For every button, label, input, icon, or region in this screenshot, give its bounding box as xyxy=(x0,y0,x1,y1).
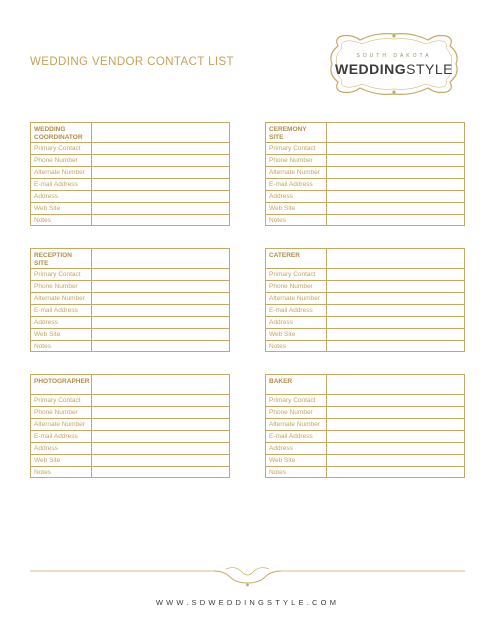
field-value[interactable] xyxy=(92,215,229,226)
card-title: CEREMONY SITE xyxy=(269,126,307,141)
field-value[interactable] xyxy=(327,305,464,316)
card-title: CATERER xyxy=(269,252,300,259)
card-header xyxy=(31,123,92,143)
vendor-card-caterer xyxy=(265,248,465,352)
field-value[interactable] xyxy=(92,191,229,202)
field-row-primary-contact xyxy=(31,269,229,281)
field-value[interactable] xyxy=(327,167,464,178)
field-row-web-site xyxy=(266,455,464,467)
field-label: Notes xyxy=(31,341,92,352)
card-title: RECEPTION SITE xyxy=(34,252,72,267)
field-row-address xyxy=(31,443,229,455)
field-label: E-mail Address xyxy=(266,179,327,190)
card-title: BAKER xyxy=(269,378,293,385)
field-label: Address xyxy=(266,317,327,328)
field-value[interactable] xyxy=(92,395,229,406)
field-row-address xyxy=(266,443,464,455)
field-row-phone-number xyxy=(31,407,229,419)
field-label: E-mail Address xyxy=(31,179,92,190)
field-label: Phone Number xyxy=(266,281,327,292)
field-label: Address xyxy=(266,191,327,202)
field-label: Web Site xyxy=(266,455,327,466)
card-header xyxy=(266,249,327,269)
logo-word-style: STYLE xyxy=(406,61,454,77)
footer-divider-ornament xyxy=(30,566,465,590)
field-row-primary-contact xyxy=(266,269,464,281)
field-value[interactable] xyxy=(92,293,229,304)
field-label: Web Site xyxy=(266,329,327,340)
field-value[interactable] xyxy=(327,395,464,406)
field-row-alternate-number xyxy=(266,293,464,305)
field-value[interactable] xyxy=(92,419,229,430)
field-value[interactable] xyxy=(327,443,464,454)
field-value[interactable] xyxy=(327,215,464,226)
field-row-phone-number xyxy=(266,155,464,167)
field-label: Phone Number xyxy=(31,281,92,292)
field-label: Notes xyxy=(31,467,92,478)
card-header-value-field[interactable] xyxy=(327,375,464,395)
brand-logo xyxy=(324,28,464,100)
field-label: Alternate Number xyxy=(266,419,327,430)
field-row-email-address xyxy=(266,305,464,317)
field-value[interactable] xyxy=(92,329,229,340)
field-value[interactable] xyxy=(92,467,229,478)
field-value[interactable] xyxy=(92,305,229,316)
field-value[interactable] xyxy=(327,419,464,430)
field-value[interactable] xyxy=(327,179,464,190)
field-row-email-address xyxy=(31,431,229,443)
field-row-primary-contact xyxy=(266,143,464,155)
vendor-card-baker xyxy=(265,374,465,478)
card-header-value-field[interactable] xyxy=(327,249,464,269)
field-value[interactable] xyxy=(92,269,229,280)
field-row-notes xyxy=(266,215,464,226)
logo-wordmark xyxy=(324,61,464,77)
field-row-email-address xyxy=(31,305,229,317)
field-label: Phone Number xyxy=(31,155,92,166)
field-row-address xyxy=(31,317,229,329)
logo-state-text: SOUTH DAKOTA xyxy=(356,53,432,59)
field-value[interactable] xyxy=(327,143,464,154)
field-label: Primary Contact xyxy=(266,143,327,154)
field-row-address xyxy=(31,191,229,203)
card-header-value-field[interactable] xyxy=(92,123,229,143)
field-label: Web Site xyxy=(31,203,92,214)
field-row-phone-number xyxy=(266,407,464,419)
field-label: Primary Contact xyxy=(31,269,92,280)
card-title: WEDDING COORDINATOR xyxy=(34,126,83,141)
card-header xyxy=(266,123,327,143)
field-label: Notes xyxy=(266,341,327,352)
field-label: Primary Contact xyxy=(31,143,92,154)
field-row-notes xyxy=(31,341,229,352)
card-header-value-field[interactable] xyxy=(327,123,464,143)
field-label: Web Site xyxy=(266,203,327,214)
field-label: Primary Contact xyxy=(266,395,327,406)
field-row-email-address xyxy=(31,179,229,191)
field-value[interactable] xyxy=(327,407,464,418)
field-value[interactable] xyxy=(92,155,229,166)
field-label: Notes xyxy=(31,215,92,226)
field-label: E-mail Address xyxy=(266,305,327,316)
field-value[interactable] xyxy=(92,143,229,154)
field-row-alternate-number xyxy=(31,419,229,431)
field-row-web-site xyxy=(266,203,464,215)
field-label: Alternate Number xyxy=(266,293,327,304)
field-label: E-mail Address xyxy=(31,431,92,442)
field-value[interactable] xyxy=(327,455,464,466)
vendor-card-ceremony-site xyxy=(265,122,465,226)
field-label: Alternate Number xyxy=(31,419,92,430)
field-row-web-site xyxy=(31,329,229,341)
field-value[interactable] xyxy=(327,269,464,280)
field-value[interactable] xyxy=(92,455,229,466)
field-value[interactable] xyxy=(327,341,464,352)
field-row-web-site xyxy=(266,329,464,341)
card-header xyxy=(31,249,92,269)
field-label: Alternate Number xyxy=(31,167,92,178)
vendor-card-wedding-coordinator xyxy=(30,122,230,226)
field-value[interactable] xyxy=(327,155,464,166)
field-label: Address xyxy=(31,317,92,328)
card-header xyxy=(266,375,327,395)
field-row-primary-contact xyxy=(31,395,229,407)
field-label: Web Site xyxy=(31,329,92,340)
field-row-web-site xyxy=(31,203,229,215)
field-value[interactable] xyxy=(92,431,229,442)
field-value[interactable] xyxy=(92,167,229,178)
field-row-phone-number xyxy=(31,281,229,293)
field-value[interactable] xyxy=(92,341,229,352)
field-label: Phone Number xyxy=(266,407,327,418)
field-row-alternate-number xyxy=(266,419,464,431)
field-label: E-mail Address xyxy=(31,305,92,316)
field-label: Primary Contact xyxy=(266,269,327,280)
field-label: Notes xyxy=(266,467,327,478)
vendor-card-reception-site xyxy=(30,248,230,352)
field-row-alternate-number xyxy=(266,167,464,179)
logo-word-wedding: WEDDING xyxy=(334,61,407,77)
field-value[interactable] xyxy=(327,203,464,214)
field-row-email-address xyxy=(266,431,464,443)
field-value[interactable] xyxy=(327,431,464,442)
field-row-email-address xyxy=(266,179,464,191)
card-header xyxy=(31,375,92,395)
field-value[interactable] xyxy=(92,203,229,214)
field-label: Address xyxy=(266,443,327,454)
field-label: Phone Number xyxy=(266,155,327,166)
field-value[interactable] xyxy=(92,179,229,190)
field-value[interactable] xyxy=(92,407,229,418)
field-row-notes xyxy=(31,467,229,478)
field-label: Web Site xyxy=(31,455,92,466)
field-label: Address xyxy=(31,443,92,454)
field-value[interactable] xyxy=(327,191,464,202)
field-row-phone-number xyxy=(266,281,464,293)
field-row-primary-contact xyxy=(266,395,464,407)
field-value[interactable] xyxy=(327,281,464,292)
field-label: E-mail Address xyxy=(266,431,327,442)
field-row-primary-contact xyxy=(31,143,229,155)
footer-website-url: WWW.SDWEDDINGSTYLE.COM xyxy=(155,598,340,607)
field-row-address xyxy=(266,317,464,329)
field-row-notes xyxy=(266,467,464,478)
page-title: WEDDING VENDOR CONTACT LIST xyxy=(30,56,234,68)
field-row-alternate-number xyxy=(31,293,229,305)
field-row-web-site xyxy=(31,455,229,467)
card-title: PHOTOGRAPHER xyxy=(34,378,90,385)
field-row-notes xyxy=(266,341,464,352)
field-row-address xyxy=(266,191,464,203)
field-label: Notes xyxy=(266,215,327,226)
card-header-value-field[interactable] xyxy=(92,249,229,269)
field-value[interactable] xyxy=(327,329,464,340)
field-row-phone-number xyxy=(31,155,229,167)
field-value[interactable] xyxy=(327,317,464,328)
vendor-card-photographer xyxy=(30,374,230,478)
field-label: Address xyxy=(31,191,92,202)
field-label: Alternate Number xyxy=(31,293,92,304)
card-header-value-field[interactable] xyxy=(92,375,229,395)
field-value[interactable] xyxy=(92,443,229,454)
field-label: Phone Number xyxy=(31,407,92,418)
field-row-alternate-number xyxy=(31,167,229,179)
field-label: Alternate Number xyxy=(266,167,327,178)
field-label: Primary Contact xyxy=(31,395,92,406)
field-row-notes xyxy=(31,215,229,226)
field-value[interactable] xyxy=(92,317,229,328)
field-value[interactable] xyxy=(327,293,464,304)
field-value[interactable] xyxy=(92,281,229,292)
field-value[interactable] xyxy=(327,467,464,478)
